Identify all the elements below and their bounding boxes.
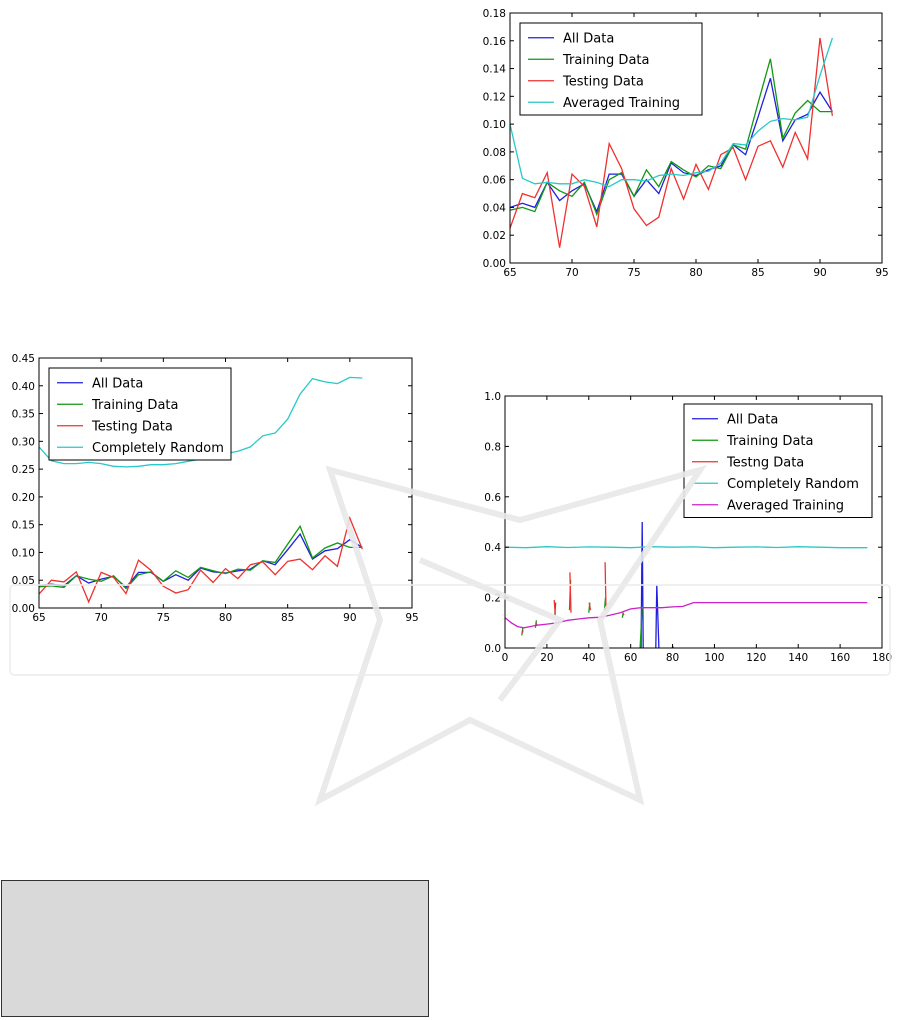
y-tick-label: 0.4 bbox=[484, 542, 501, 555]
y-tick-label: 0.04 bbox=[482, 202, 506, 215]
y-tick-label: 0.15 bbox=[11, 519, 35, 532]
y-tick-label: 0.10 bbox=[482, 119, 506, 132]
x-tick-label: 95 bbox=[875, 267, 889, 279]
y-tick-label: 0.12 bbox=[482, 91, 506, 104]
chart-mid-left bbox=[0, 345, 430, 630]
series-line-1 bbox=[39, 526, 362, 588]
y-tick-label: 0.45 bbox=[11, 353, 35, 365]
x-tick-label: 90 bbox=[813, 267, 827, 279]
x-tick-label: 65 bbox=[32, 612, 46, 624]
series-line-2-seg-0 bbox=[522, 630, 523, 633]
legend-label-2: Testing Data bbox=[563, 74, 644, 90]
x-tick-label: 70 bbox=[565, 267, 579, 279]
y-tick-label: 1.0 bbox=[484, 391, 501, 403]
y-tick-label: 0.40 bbox=[11, 380, 35, 393]
legend-label-1: Training Data bbox=[92, 397, 179, 413]
x-tick-label: 95 bbox=[405, 612, 419, 624]
y-tick-label: 0.06 bbox=[482, 174, 506, 187]
y-tick-label: 0.05 bbox=[11, 575, 35, 588]
series-line-0-seg-1 bbox=[656, 585, 659, 648]
x-tick-label: 70 bbox=[94, 612, 108, 624]
legend-label-0: All Data bbox=[563, 31, 615, 47]
y-tick-label: 0.14 bbox=[482, 63, 506, 76]
series-line-2-seg-5 bbox=[605, 562, 606, 610]
legend-label-0: All Data bbox=[92, 376, 144, 392]
y-tick-label: 0.10 bbox=[11, 547, 35, 560]
x-tick-label: 80 bbox=[665, 652, 680, 664]
x-tick-label: 85 bbox=[280, 612, 295, 624]
x-tick-label: 40 bbox=[582, 652, 596, 664]
x-tick-label: 180 bbox=[871, 652, 893, 664]
series-line-2 bbox=[39, 518, 362, 602]
y-tick-label: 0.8 bbox=[484, 441, 501, 454]
series-line-4 bbox=[505, 603, 867, 628]
x-tick-label: 80 bbox=[218, 612, 233, 624]
x-tick-label: 65 bbox=[503, 267, 517, 279]
x-tick-label: 160 bbox=[830, 652, 851, 664]
y-tick-label: 0.35 bbox=[11, 408, 35, 421]
legend-label-3: Completely Random bbox=[92, 440, 224, 456]
legend-label-0: All Data bbox=[727, 412, 779, 428]
legend-label-3: Completely Random bbox=[727, 476, 859, 492]
x-tick-label: 60 bbox=[623, 652, 638, 664]
chart-top-right bbox=[470, 0, 901, 290]
x-tick-label: 0 bbox=[501, 652, 509, 664]
y-tick-label: 0.00 bbox=[11, 603, 35, 615]
x-tick-label: 120 bbox=[746, 652, 767, 664]
legend-label-3: Averaged Training bbox=[563, 95, 681, 111]
x-tick-label: 75 bbox=[627, 267, 641, 279]
y-tick-label: 0.6 bbox=[484, 491, 501, 504]
x-tick-label: 80 bbox=[689, 267, 703, 279]
y-tick-label: 0.20 bbox=[11, 491, 35, 504]
y-tick-label: 0.30 bbox=[11, 436, 35, 449]
y-tick-label: 0.16 bbox=[482, 35, 506, 48]
y-tick-label: 0.25 bbox=[11, 464, 35, 477]
legend-label-2: Testing Data bbox=[92, 419, 173, 435]
x-tick-label: 90 bbox=[343, 612, 357, 624]
legend-label-1: Training Data bbox=[727, 433, 814, 449]
y-tick-label: 0.18 bbox=[482, 8, 506, 20]
legend-label-1: Training Data bbox=[563, 52, 650, 68]
legend-label-4: Averaged Training bbox=[727, 498, 845, 514]
x-tick-label: 140 bbox=[788, 652, 809, 664]
x-tick-label: 85 bbox=[751, 267, 765, 279]
x-tick-label: 75 bbox=[156, 612, 171, 624]
y-tick-label: 0.08 bbox=[482, 146, 506, 159]
y-tick-label: 0.2 bbox=[484, 592, 501, 605]
chart-bottom-right bbox=[470, 385, 901, 670]
y-tick-label: 0.02 bbox=[482, 230, 506, 243]
x-tick-label: 100 bbox=[704, 652, 725, 664]
legend-label-2: Testng Data bbox=[727, 455, 805, 471]
x-tick-label: 20 bbox=[540, 652, 554, 664]
y-tick-label: 0.0 bbox=[484, 643, 501, 655]
y-tick-label: 0.00 bbox=[482, 258, 506, 270]
gray-panel bbox=[1, 880, 429, 1017]
series-line-3 bbox=[505, 547, 867, 548]
